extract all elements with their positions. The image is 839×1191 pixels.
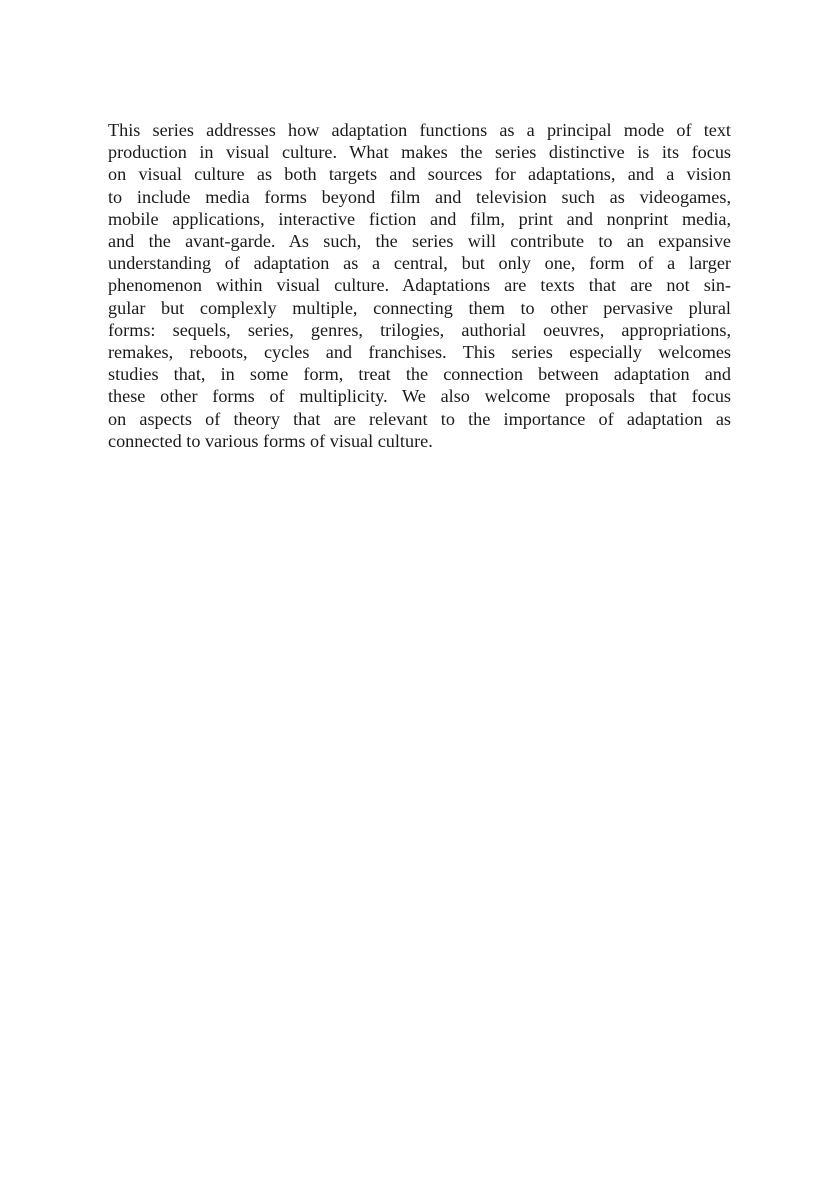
paragraph-line: understanding of adaptation as a central, but only one, form of a larger — [108, 253, 731, 274]
paragraph-line: mobile applications, interactive fiction and film, print and nonprint media, — [108, 208, 731, 229]
paragraph-line: these other forms of multiplicity. We also welcome proposals that focus — [108, 386, 731, 407]
paragraph-line: forms: sequels, series, genres, trilogies, authorial oeuvres, appropriations, — [108, 319, 731, 340]
paragraph-line: This series addresses how adaptation functions as a principal mode of text — [108, 120, 731, 140]
paragraph-line: studies that, in some form, treat the connection between adaptation and — [108, 364, 731, 385]
paragraph-line: production in visual culture. What makes the series distinctive is its focus — [108, 142, 731, 163]
paragraph-line: and the avant-garde. As such, the series will contribute to an expansive — [108, 231, 731, 252]
paragraph-line: on visual culture as both targets and sources for adaptations, and a vision — [108, 164, 731, 185]
paragraph-line: on aspects of theory that are relevant to the importance of adaptation as — [108, 408, 731, 429]
paragraph-line: gular but complexly multiple, connecting them to other pervasive plural — [108, 297, 731, 318]
paragraph-line: phenomenon within visual culture. Adaptations are texts that are not sin- — [108, 275, 731, 296]
series-description-paragraph — [108, 119, 731, 452]
paragraph-line: to include media forms beyond film and television such as videogames, — [108, 186, 731, 207]
paragraph-line: remakes, reboots, cycles and franchises. This series especially welcomes — [108, 342, 731, 363]
paragraph-line: connected to various forms of visual culture. — [108, 430, 433, 451]
